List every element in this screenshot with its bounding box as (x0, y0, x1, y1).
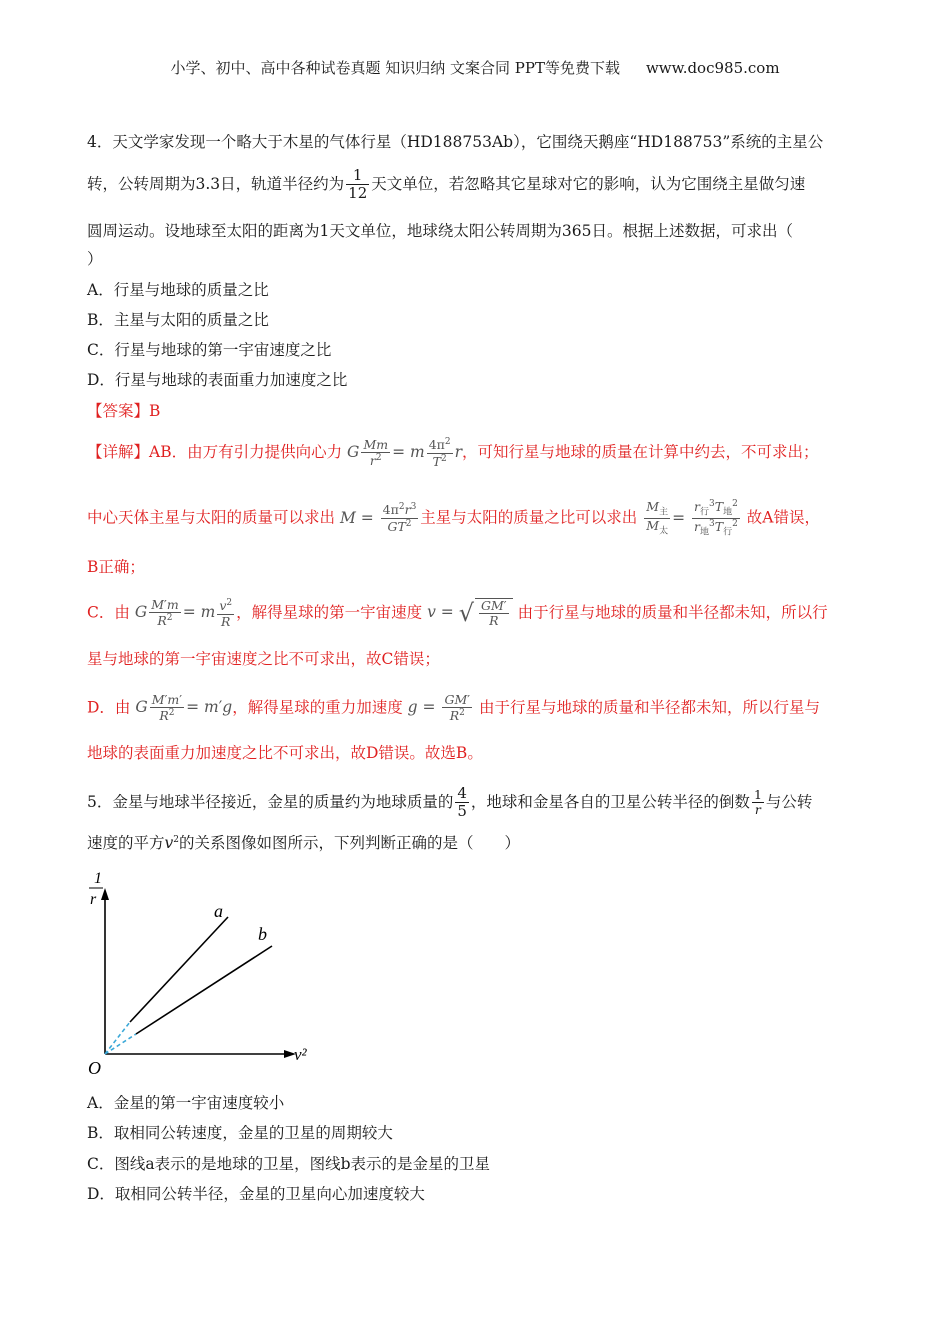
q4-line-2b: 天文单位，若忽略其它星球对它的影响，认为它围绕主星做匀速 (371, 174, 806, 193)
q5-frac-num: 4 (457, 784, 467, 802)
q4-detail-line-6 (87, 693, 820, 724)
q5-graph (80, 862, 320, 1082)
detail-2b: 主星与太阳的质量之比可以求出 (420, 508, 638, 527)
q5-line-1b: ，地球和金星各自的卫星公转半径的倒数 (470, 792, 750, 811)
q4-detail-line-5: 星与地球的第一宇宙速度之比不可求出，故C错误； (87, 650, 440, 668)
q4-line-2 (87, 167, 805, 203)
detail-6a: D．由 (87, 698, 131, 717)
detail-1b: ，可知行星与地球的质量在计算中约去，不可求出； (462, 443, 819, 462)
q4-answer: 【答案】B (87, 402, 161, 420)
formula-surface-gravity: G $\frac{M'm'}{R^2}$ = m′g (135, 692, 233, 724)
detail-6c: 由于行星与地球的质量和半径都未知，所以行星与 (479, 698, 821, 717)
q4-line-2a: 转，公转周期为3.3日，轨道半径约为 (87, 174, 345, 193)
formula-gravity: G $\frac{Mm}{r^2}$ = m $\frac{4\pi^2}{T^2}$ r (347, 436, 463, 469)
q4-line-4: ） (87, 250, 103, 268)
q4-frac-den: 12 (348, 184, 368, 203)
q4-detail-line-7: 地球的表面重力加速度之比不可求出，故D错误。故选B。 (87, 744, 483, 762)
detail-4c: 由于行星与地球的质量和半径都未知，所以行 (517, 603, 828, 622)
formula-g: g = $\frac{GM'}{R^2}$ (407, 692, 471, 724)
q5-line-2a: 速度的平方 (87, 834, 165, 853)
q5-line-1 (87, 785, 812, 821)
detail-1a: AB．由万有引力提供向心力 (149, 443, 343, 462)
q4-detail-line-2 (87, 499, 820, 538)
q4-option-d[interactable]: D．行星与地球的表面重力加速度之比 (87, 371, 348, 389)
q4-detail-line-4 (87, 598, 828, 629)
origin-label: O (88, 1058, 101, 1078)
line-a-label: a (214, 901, 223, 921)
q5-line-1a: 5．金星与地球半径接近，金星的质量约为地球质量的 (87, 792, 454, 811)
q4-fraction (346, 167, 369, 203)
detail-label: 【详解】 (87, 443, 150, 462)
y-label-den: r (90, 891, 97, 908)
line-b-dashed (105, 1034, 136, 1054)
q5-line-2b: 的关系图像如图所示，下列判断正确的是（ ） (179, 834, 521, 853)
line-a-dashed (105, 1022, 130, 1054)
line-b-label: b (258, 924, 267, 944)
formula-first-cosmic: G $\frac{M'm}{R^2}$ = m $\frac{v^2}{R}$ (134, 597, 233, 629)
q5-inverse-r: $\frac{1}{r}$ (753, 786, 762, 818)
q4-option-b[interactable]: B．主星与太阳的质量之比 (87, 311, 269, 329)
q4-option-c[interactable]: C．行星与地球的第一宇宙速度之比 (87, 341, 332, 359)
detail-6b: ，解得星球的重力加速度 (232, 698, 403, 717)
q5-line-2: 速度的平方$v^2$的关系图像如图所示，下列判断正确的是（ ） (87, 834, 521, 853)
detail-4a: C．由 (87, 603, 130, 622)
formula-mass-ratio: $\frac{M_主}{M_太}$ = $\frac{r_行^3T_地^2}{r_地^3T_行^2}$ (646, 499, 738, 538)
y-label-num: 1 (94, 870, 102, 887)
q5-line-1c: 与公转 (765, 792, 813, 811)
q5-frac-den: 5 (457, 802, 467, 821)
formula-mass: M = $\frac{4\pi^2r^3}{GT^2}$ (339, 502, 417, 535)
detail-2c: 故A错误， (746, 508, 820, 527)
detail-2a: 中心天体主星与太阳的质量可以求出 (87, 508, 336, 527)
x-label: v² (294, 1045, 307, 1064)
q4-detail-line-1 (87, 437, 819, 469)
header-text: 小学、初中、高中各种试卷真题 知识归纳 文案合同 PPT等免费下载 (170, 59, 620, 77)
formula-velocity: v = √ $\frac{GM'}{R}$ (427, 603, 513, 621)
q4-option-a[interactable]: A．行星与地球的质量之比 (87, 281, 269, 299)
q4-line-3: 圆周运动。设地球至太阳的距离为1天文单位，地球绕太阳公转周期为365日。根据上述数据，可求出（ (87, 222, 793, 240)
q5-option-b[interactable]: B．取相同公转速度，金星的卫星的周期较大 (87, 1124, 393, 1142)
y-axis-arrow-icon (101, 888, 109, 900)
detail-4b: ，解得星球的第一宇宙速度 (236, 603, 423, 622)
q5-option-d[interactable]: D．取相同公转半径，金星的卫星向心加速度较大 (87, 1185, 425, 1203)
q4-line-1: 4．天文学家发现一个略大于木星的气体行星（HD188753Ab），它围绕天鹅座“HD188753”系统的主星公 (87, 133, 824, 151)
q5-option-c[interactable]: C．图线a表示的是地球的卫星，图线b表示的是金星的卫星 (87, 1155, 491, 1173)
q5-fraction (455, 785, 469, 821)
header-site[interactable]: www.doc985.com (645, 59, 780, 77)
page-header (0, 57, 950, 78)
q4-frac-num: 1 (346, 167, 369, 185)
line-b (136, 946, 272, 1034)
q5-option-a[interactable]: A．金星的第一宇宙速度较小 (87, 1094, 285, 1112)
q4-detail-line-3: B正确； (87, 558, 145, 576)
